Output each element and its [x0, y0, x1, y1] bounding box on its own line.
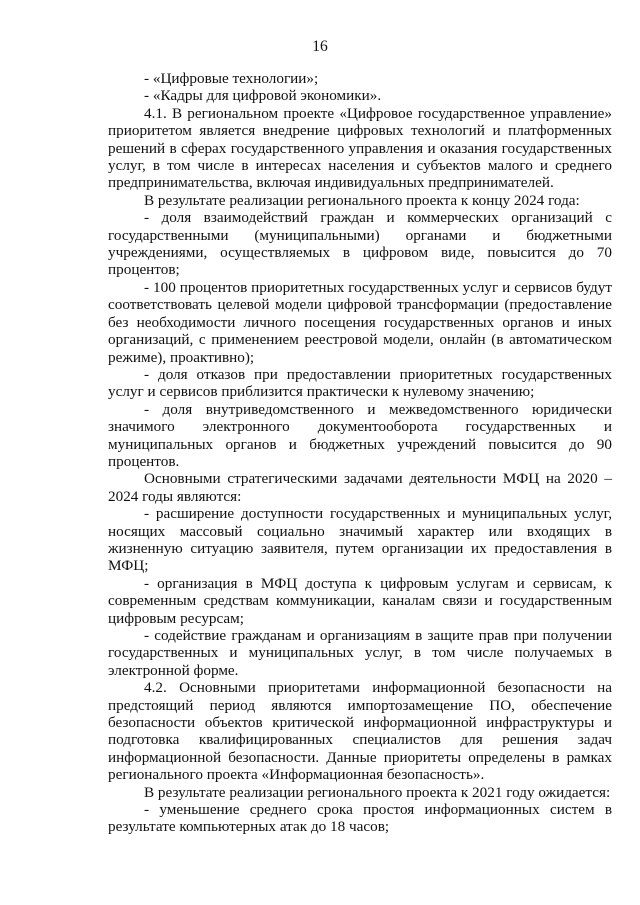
paragraph-document-flow: - доля внутриведомственного и межведомственного юридически значимого электронного документооборота государственных и муниципальных органов и бюджетных учреждений повысится до 90 процентов.: [108, 400, 612, 470]
paragraph-rights-protection: - содействие гражданам и организациям в защите прав при получении государственных и муниципальных услуг, в том числе получаемых в электронной форме.: [108, 627, 612, 679]
body-text: [108, 70, 612, 836]
paragraph-mfc-tasks: Основными стратегическими задачами деятельности МФЦ на 2020 – 2024 годы являются:: [108, 470, 612, 505]
paragraph-priority-services: - 100 процентов приоритетных государственных услуг и сервисов будут соответствовать целевой модели цифровой трансформации (предоставление без необходимости личного посещения государственных органов и иных организаций, с применением реестровой модели, онлайн (в автоматическом режиме), проактивно);: [108, 278, 612, 366]
paragraph-results-2021: В результате реализации регионального проекта к 2021 году ожидается:: [144, 783, 611, 801]
paragraph-service-accessibility: - расширение доступности государственных и муниципальных услуг, носящих массовый социально значимый характер или входящих в жизненную ситуацию заявителя, путем организации их предоставления в МФЦ;: [108, 505, 612, 575]
paragraph-results-2024: В результате реализации регионального проекта к концу 2024 года:: [144, 191, 580, 209]
paragraph-digital-access: - организация в МФЦ доступа к цифровым услугам и сервисам, к современным средствам коммуникации, каналам связи и государственным цифровым ресурсам;: [108, 574, 612, 627]
paragraph-digital-interactions: - доля взаимодействий граждан и коммерческих организаций с государственными (муниципальными) органами и бюджетными учреждениями, осуществляемых в цифровом виде, повысится до 70 процентов;: [108, 209, 612, 279]
paragraph-refusal-rate: - доля отказов при предоставлении приоритетных государственных услуг и сервисов приблизится практически к нулевому значению;: [108, 365, 612, 401]
paragraph-section-4-1: 4.1. В региональном проекте «Цифровое государственное управление» приоритетом является внедрение цифровых технологий и платформенных решений в сферах государственного управления и оказания государственных услуг, в том числе в интересах населения и субъектов малого и среднего предпринимательства, включая индивидуальных предпринимателей.: [108, 104, 612, 192]
page-number: 16: [312, 38, 328, 55]
paragraph-digital-economy-staff: - «Кадры для цифровой экономики».: [144, 87, 382, 105]
paragraph-digital-technologies: - «Цифровые технологии»;: [144, 70, 319, 87]
paragraph-section-4-2: 4.2. Основными приоритетами информационной безопасности на предстоящий период являются импортозамещение ПО, обеспечение безопасности объектов критической информационной инфраструктуры и подготовка квалифицированных специалистов для решения задач информационной безопасности. Данные приоритеты определены в рамках регионального проекта «Информационная безопасность».: [108, 679, 612, 784]
paragraph-downtime-reduction: - уменьшение среднего срока простоя информационных систем в результате компьютерных атак до 18 часов;: [108, 801, 612, 836]
